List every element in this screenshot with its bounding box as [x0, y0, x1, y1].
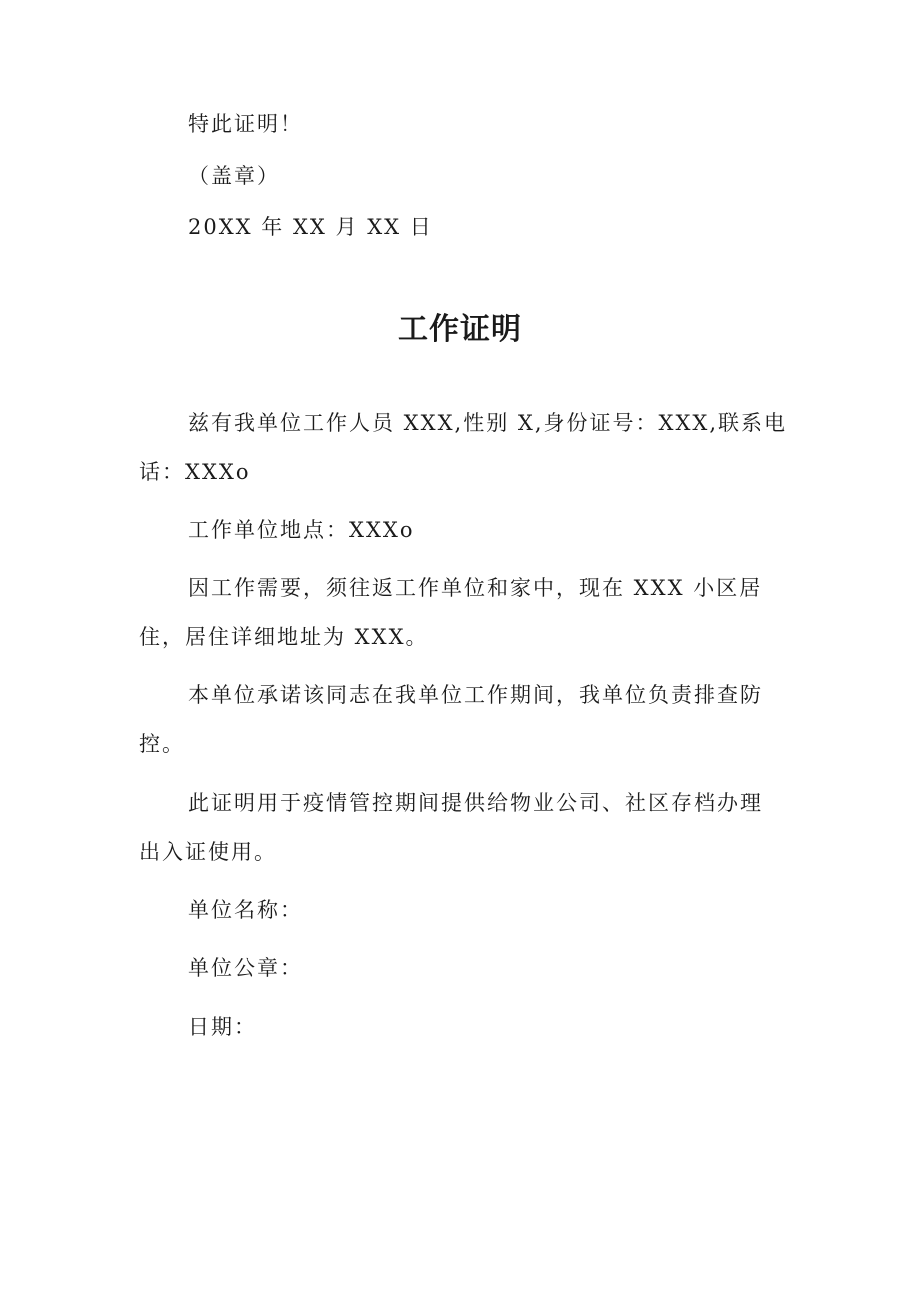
paragraph-5-line-2: 出入证使用。 [139, 840, 277, 864]
unit-seal-label: 单位公章： [188, 956, 303, 980]
paragraph-4-line-1: 本单位承诺该同志在我单位工作期间，我单位负责排查防 [188, 683, 763, 707]
top-date: 20XX 年 XX 月 XX 日 [188, 215, 433, 239]
paragraph-5-line-1: 此证明用于疫情管控期间提供给物业公司、社区存档办理 [188, 791, 763, 815]
seal-note: （盖章） [188, 164, 280, 188]
paragraph-2: 工作单位地点：XXXo [188, 518, 415, 542]
date-label: 日期： [188, 1015, 257, 1039]
hereby-certify-text: 特此证明！ [188, 112, 303, 136]
paragraph-3-line-1: 因工作需要，须往返工作单位和家中，现在 XXX 小区居 [188, 576, 763, 600]
document-title: 工作证明 [398, 312, 522, 347]
paragraph-3-line-2: 住，居住详细地址为 XXX。 [139, 625, 429, 649]
paragraph-1-line-1: 兹有我单位工作人员 XXX,性别 X,身份证号：XXX,联系电 [188, 411, 788, 435]
unit-name-label: 单位名称： [188, 898, 303, 922]
paragraph-4-line-2: 控。 [139, 732, 185, 756]
paragraph-1-line-2: 话：XXXo [139, 460, 251, 484]
